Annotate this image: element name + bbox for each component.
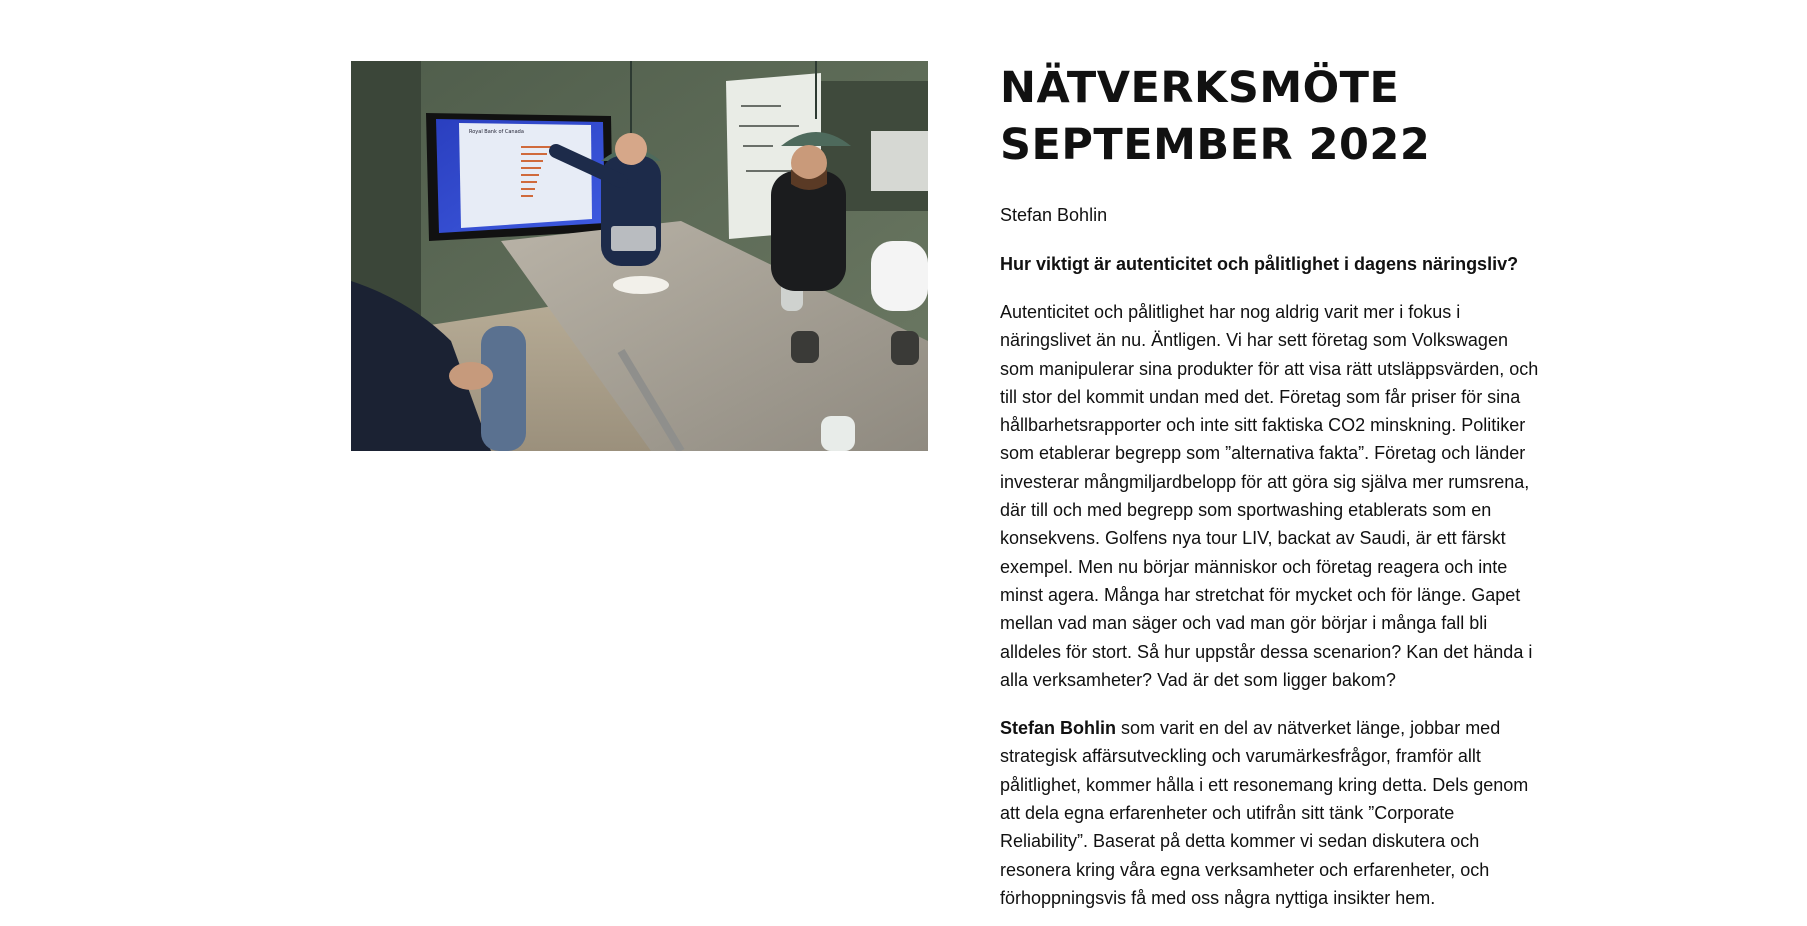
meeting-photo-illustration <box>351 61 928 451</box>
paragraph-2 <box>1000 714 1540 912</box>
paragraph-2-name: Stefan Bohlin <box>1000 718 1116 739</box>
title-line-2: SEPTEMBER 2022 <box>1000 120 1431 170</box>
paragraph-1: Autenticitet och pålitlighet har nog aldrig varit mer i fokus i näringslivet än nu. Äntligen. Vi har sett företag som Volkswagen som manipulerar sina produkter för att visa rätt utsläppsvärden, och till stor del kommit undan med det. Företag som får priser för sina hållbarhetsrapporter och inte sitt faktiska CO2 minskning. Politiker som etablerar begrepp som ”alternativa fakta”. Företag och länder investerar mångmiljardbelopp för att göra sig själva mer rumsrena, där till och med begrepp som sportwashing etablerats som en konsekvens. Golfens nya tour LIV, backat av Saudi, är ett färskt exempel. Men nu börjar människor och företag reagera och inte minst agera. Många har stretchat för mycket och för länge. Gapet mellan vad man säger och vad man gör börjar i många fall bli alldeles för stort. Så hur uppstår dessa scenarion? Kan det hända i alla verksamheter? Vad är det som ligger bakom? <box>1000 302 1539 690</box>
screen-heading: Royal Bank of Canada <box>469 129 524 135</box>
meeting-photo <box>351 61 928 451</box>
paragraph-2-text: som varit en del av nätverket länge, jobbar med strategisk affärsutveckling och varumärkesfrågor, framför allt pålitlighet, kommer hålla i ett resonemang kring detta. Dels genom att dela egna erfarenheter och utifrån sitt tänk ”Corporate Reliability”. Baserat på detta kommer vi sedan diskutera och resonera kring våra egna verksamheter och erfarenheter, och förhoppningsvis få med oss några nyttiga insikter hem. <box>1000 718 1529 908</box>
author: Stefan Bohlin <box>1000 205 1108 225</box>
lead-question: Hur viktigt är autenticitet och pålitlighet i dagens näringsliv? <box>1000 254 1519 274</box>
title-line-1: NÄTVERKSMÖTE <box>1000 63 1400 113</box>
article <box>1000 60 1540 912</box>
page-title <box>1000 60 1540 174</box>
